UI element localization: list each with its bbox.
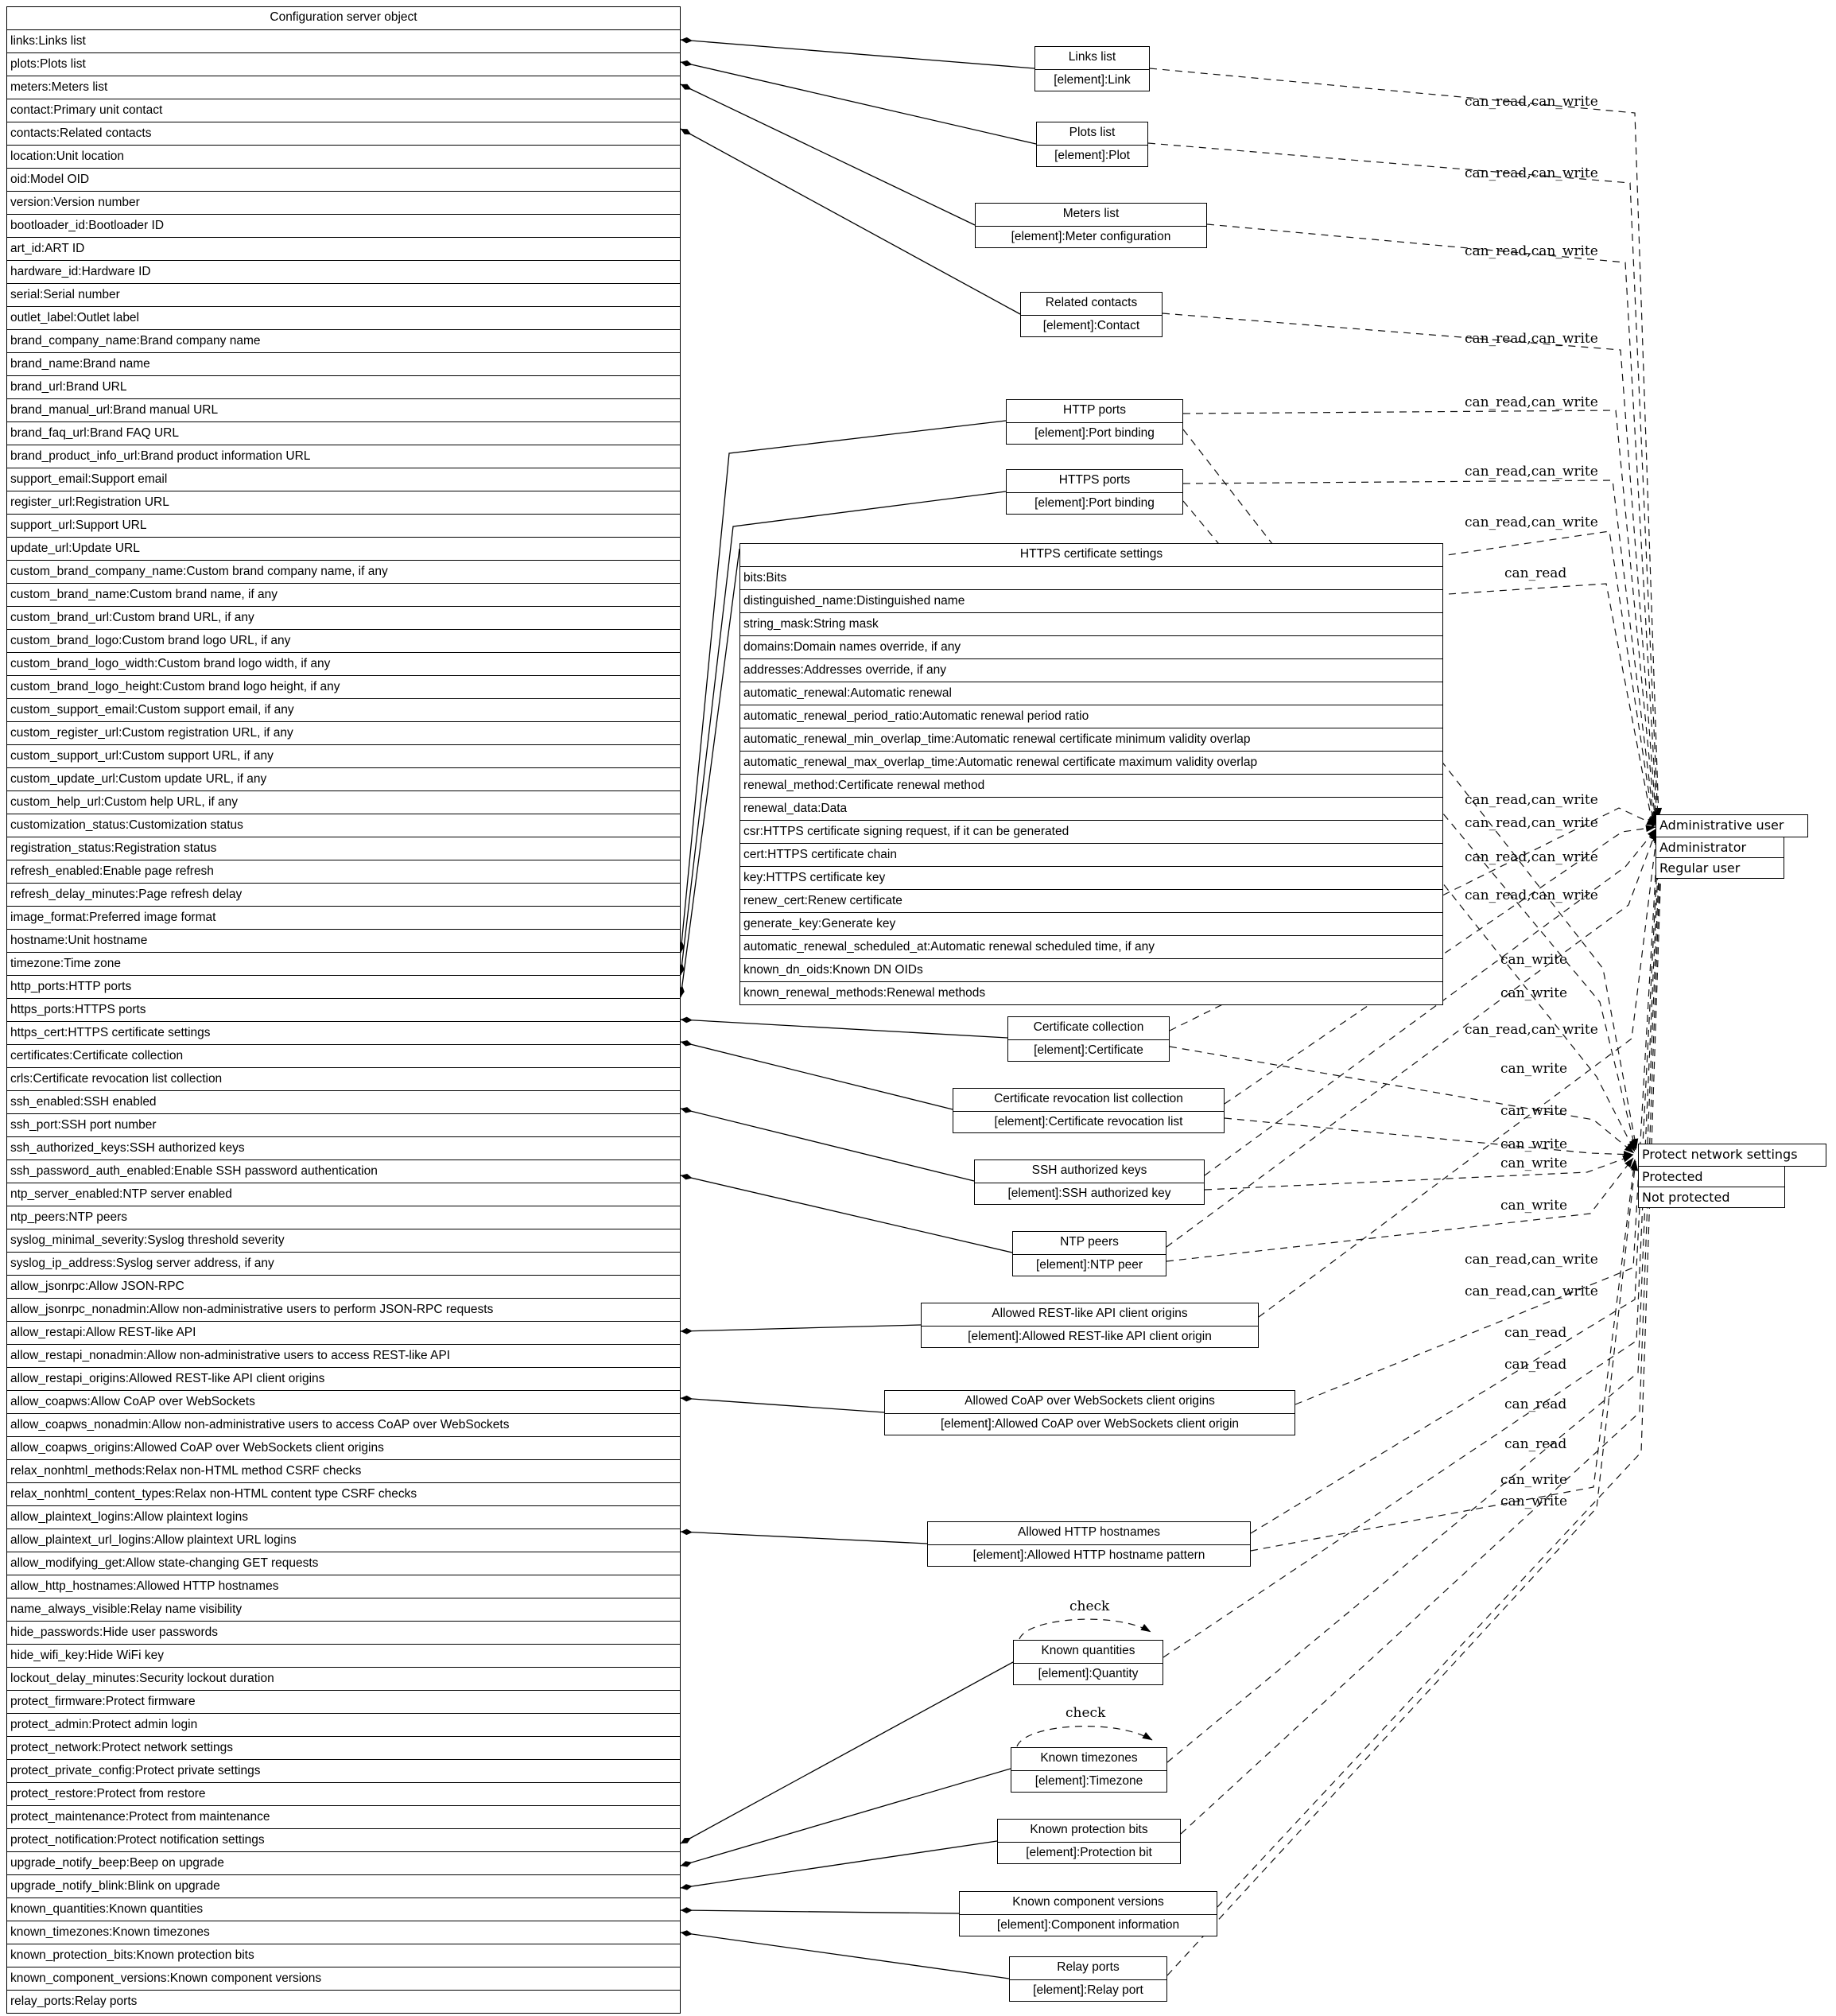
main-table-row: image_format:Preferred image format bbox=[7, 906, 680, 929]
main-table-row: https_ports:HTTPS ports bbox=[7, 998, 680, 1021]
main-table-row: customization_status:Customization status bbox=[7, 814, 680, 837]
main-table-row: support_email:Support email bbox=[7, 468, 680, 491]
cert-table-row: addresses:Addresses override, if any bbox=[740, 658, 1442, 682]
main-table-row: protect_network:Protect network settings bbox=[7, 1736, 680, 1759]
main-table-row: support_url:Support URL bbox=[7, 514, 680, 537]
node-coapws-origins bbox=[884, 1390, 1295, 1435]
node-known-component-versions-title: Known component versions bbox=[960, 1892, 1217, 1915]
node-ntp-peers-title: NTP peers bbox=[1013, 1232, 1166, 1255]
cert-table-row: renewal_data:Data bbox=[740, 797, 1442, 820]
node-protect-network-settings-value-protected: Protected bbox=[1638, 1166, 1785, 1187]
main-table-row: allow_http_hostnames:Allowed HTTP hostnames bbox=[7, 1575, 680, 1598]
node-known-component-versions-element: [element]:Component information bbox=[996, 1918, 1180, 1932]
cert-table-row: key:HTTPS certificate key bbox=[740, 866, 1442, 889]
main-table-row: ssh_authorized_keys:SSH authorized keys bbox=[7, 1136, 680, 1159]
main-table-row: protect_restore:Protect from restore bbox=[7, 1782, 680, 1805]
node-meters-list bbox=[975, 203, 1207, 248]
check-loop-label: check bbox=[1069, 1598, 1110, 1614]
main-table-row: brand_faq_url:Brand FAQ URL bbox=[7, 421, 680, 445]
node-known-protection-bits bbox=[997, 1819, 1181, 1864]
main-table-row: refresh_delay_minutes:Page refresh delay bbox=[7, 883, 680, 906]
node-https-ports-element: [element]:Port binding bbox=[1034, 496, 1155, 510]
node-crl-collection-title: Certificate revocation list collection bbox=[953, 1089, 1224, 1112]
cert-table-row: renewal_method:Certificate renewal method bbox=[740, 774, 1442, 797]
edge-label: can_write bbox=[1500, 1136, 1568, 1152]
main-table-row: brand_product_info_url:Brand product information URL bbox=[7, 445, 680, 468]
main-table-row: allow_coapws_origins:Allowed CoAP over WebSockets client origins bbox=[7, 1436, 680, 1459]
main-table-row: serial:Serial number bbox=[7, 283, 680, 306]
cert-table-row: known_dn_oids:Known DN OIDs bbox=[740, 958, 1442, 981]
main-table-row: version:Version number bbox=[7, 191, 680, 214]
main-table-row: relax_nonhtml_content_types:Relax non-HTML content type CSRF checks bbox=[7, 1482, 680, 1505]
node-ntp-peers-element: [element]:NTP peer bbox=[1035, 1258, 1143, 1272]
edge-label: can_read,can_write bbox=[1465, 1284, 1598, 1299]
node-http-hostnames-element: [element]:Allowed HTTP hostname pattern bbox=[972, 1548, 1205, 1562]
node-known-quantities-element: [element]:Quantity bbox=[1038, 1667, 1139, 1680]
node-https-ports bbox=[1006, 469, 1183, 515]
edge-label: can_read,can_write bbox=[1465, 792, 1598, 808]
main-table-row: custom_help_url:Custom help URL, if any bbox=[7, 790, 680, 814]
main-table-row: hide_wifi_key:Hide WiFi key bbox=[7, 1644, 680, 1667]
node-coapws-origins-element: [element]:Allowed CoAP over WebSockets client origin bbox=[940, 1417, 1240, 1431]
main-table-row: allow_restapi_nonadmin:Allow non-administrative users to access REST-like API bbox=[7, 1344, 680, 1367]
main-table-row: custom_brand_logo_height:Custom brand logo height, if any bbox=[7, 675, 680, 698]
node-certificate-collection bbox=[1007, 1016, 1170, 1062]
node-ssh-authorized-keys bbox=[974, 1159, 1205, 1205]
main-table-row: custom_brand_name:Custom brand name, if any bbox=[7, 583, 680, 606]
cert-table-row: known_renewal_methods:Renewal methods bbox=[740, 981, 1442, 1004]
node-known-timezones-element: [element]:Timezone bbox=[1034, 1774, 1143, 1788]
node-known-timezones bbox=[1011, 1747, 1167, 1793]
edge-label: can_read bbox=[1504, 1357, 1567, 1373]
main-table-row: allow_plaintext_url_logins:Allow plaintext URL logins bbox=[7, 1529, 680, 1552]
node-known-timezones-title: Known timezones bbox=[1011, 1748, 1166, 1771]
node-relay-ports bbox=[1009, 1956, 1167, 2002]
node-administrative-user: Administrative user bbox=[1656, 814, 1808, 837]
main-table-row: relay_ports:Relay ports bbox=[7, 1990, 680, 2013]
main-table-row: known_quantities:Known quantities bbox=[7, 1898, 680, 1921]
node-https-ports-title: HTTPS ports bbox=[1007, 470, 1182, 493]
main-table-row: allow_coapws_nonadmin:Allow non-administrative users to access CoAP over WebSockets bbox=[7, 1413, 680, 1436]
edge-label: can_read,can_write bbox=[1465, 94, 1598, 110]
node-crl-collection-element: [element]:Certificate revocation list bbox=[994, 1115, 1183, 1128]
edge-label: can_write bbox=[1500, 1494, 1568, 1509]
main-table-row: allow_coapws:Allow CoAP over WebSockets bbox=[7, 1390, 680, 1413]
main-table-row: upgrade_notify_beep:Beep on upgrade bbox=[7, 1851, 680, 1874]
main-table-row: allow_restapi_origins:Allowed REST-like API client origins bbox=[7, 1367, 680, 1390]
node-http-ports bbox=[1006, 399, 1183, 445]
main-table-row: crls:Certificate revocation list collection bbox=[7, 1067, 680, 1090]
node-http-hostnames-title: Allowed HTTP hostnames bbox=[928, 1522, 1250, 1545]
check-loop-label: check bbox=[1066, 1705, 1106, 1721]
edge-label: can_read,can_write bbox=[1465, 1252, 1598, 1268]
node-protect-network-settings-value-not-protected: Not protected bbox=[1638, 1187, 1785, 1208]
main-table-row: known_protection_bits:Known protection bits bbox=[7, 1944, 680, 1967]
edge-label: can_read bbox=[1504, 565, 1567, 581]
node-known-quantities-title: Known quantities bbox=[1014, 1641, 1163, 1664]
https-certificate-settings-table bbox=[739, 543, 1443, 1005]
main-table-row: outlet_label:Outlet label bbox=[7, 306, 680, 329]
node-http-ports-title: HTTP ports bbox=[1007, 400, 1182, 423]
main-table-row: custom_brand_logo_width:Custom brand logo width, if any bbox=[7, 652, 680, 675]
edge-label: can_write bbox=[1500, 1472, 1568, 1488]
main-table-row: known_timezones:Known timezones bbox=[7, 1921, 680, 1944]
main-table-row: links:Links list bbox=[7, 29, 680, 52]
node-plots-list-title: Plots list bbox=[1037, 122, 1147, 146]
main-table-row: meters:Meters list bbox=[7, 76, 680, 99]
main-table-rows bbox=[7, 29, 680, 2013]
main-table-row: ssh_port:SSH port number bbox=[7, 1113, 680, 1136]
edge-label: can_write bbox=[1500, 1198, 1568, 1214]
main-table-row: register_url:Registration URL bbox=[7, 491, 680, 514]
main-table-title: Configuration server object bbox=[270, 10, 417, 24]
main-table-row: upgrade_notify_blink:Blink on upgrade bbox=[7, 1874, 680, 1898]
edge-label: can_read,can_write bbox=[1465, 331, 1598, 347]
main-table-row: timezone:Time zone bbox=[7, 952, 680, 975]
edge-label: can_read,can_write bbox=[1465, 849, 1598, 865]
main-table-row: update_url:Update URL bbox=[7, 537, 680, 560]
main-table-row: location:Unit location bbox=[7, 145, 680, 168]
node-coapws-origins-title: Allowed CoAP over WebSockets client origins bbox=[885, 1391, 1295, 1414]
edge-label: can_read,can_write bbox=[1465, 243, 1598, 259]
edge-label: can_read bbox=[1504, 1436, 1567, 1452]
main-table-row: protect_maintenance:Protect from maintenance bbox=[7, 1805, 680, 1828]
node-ssh-authorized-keys-element: [element]:SSH authorized key bbox=[1007, 1187, 1171, 1200]
main-table-row: art_id:ART ID bbox=[7, 237, 680, 260]
main-table-row: oid:Model OID bbox=[7, 168, 680, 191]
node-ssh-authorized-keys-title: SSH authorized keys bbox=[975, 1160, 1204, 1183]
edge-label: can_read,can_write bbox=[1465, 515, 1598, 530]
cert-table-row: distinguished_name:Distinguished name bbox=[740, 589, 1442, 612]
main-table-row: custom_brand_logo:Custom brand logo URL, if any bbox=[7, 629, 680, 652]
cert-table-row: automatic_renewal_scheduled_at:Automatic renewal scheduled time, if any bbox=[740, 935, 1442, 958]
node-known-quantities bbox=[1013, 1640, 1163, 1685]
main-table-row: contact:Primary unit contact bbox=[7, 99, 680, 122]
configuration-server-object-table bbox=[6, 6, 681, 2014]
cert-table-row: domains:Domain names override, if any bbox=[740, 635, 1442, 658]
edge-label: can_read,can_write bbox=[1465, 1022, 1598, 1038]
main-table-row: ntp_peers:NTP peers bbox=[7, 1206, 680, 1229]
edge-label: can_write bbox=[1500, 952, 1568, 968]
node-administrative-user-value-administrator: Administrator bbox=[1656, 837, 1784, 858]
main-table-row: brand_company_name:Brand company name bbox=[7, 329, 680, 352]
node-certificate-collection-title: Certificate collection bbox=[1008, 1017, 1169, 1040]
node-known-protection-bits-element: [element]:Protection bit bbox=[1026, 1846, 1152, 1859]
cert-table-row: csr:HTTPS certificate signing request, if it can be generated bbox=[740, 820, 1442, 843]
main-table-row: name_always_visible:Relay name visibility bbox=[7, 1598, 680, 1621]
node-restapi-origins-title: Allowed REST-like API client origins bbox=[922, 1303, 1258, 1327]
cert-table-row: automatic_renewal:Automatic renewal bbox=[740, 682, 1442, 705]
main-table-row: brand_name:Brand name bbox=[7, 352, 680, 375]
node-http-ports-element: [element]:Port binding bbox=[1034, 426, 1155, 440]
main-table-row: refresh_enabled:Enable page refresh bbox=[7, 860, 680, 883]
edge-label: can_write bbox=[1500, 1156, 1568, 1171]
main-table-row: protect_private_config:Protect private settings bbox=[7, 1759, 680, 1782]
main-table-row: https_cert:HTTPS certificate settings bbox=[7, 1021, 680, 1044]
main-table-row: custom_brand_company_name:Custom brand company name, if any bbox=[7, 560, 680, 583]
edge-label: can_read,can_write bbox=[1465, 165, 1598, 181]
node-meters-list-element: [element]:Meter configuration bbox=[1011, 230, 1171, 243]
main-table-row: allow_jsonrpc:Allow JSON-RPC bbox=[7, 1275, 680, 1298]
edge-label: can_write bbox=[1500, 985, 1568, 1001]
main-table-row: custom_update_url:Custom update URL, if any bbox=[7, 767, 680, 790]
main-table-row: hostname:Unit hostname bbox=[7, 929, 680, 952]
node-administrative-user-value-regular-user: Regular user bbox=[1656, 857, 1784, 879]
node-restapi-origins-element: [element]:Allowed REST-like API client origin bbox=[968, 1330, 1212, 1343]
main-table-row: certificates:Certificate collection bbox=[7, 1044, 680, 1067]
main-table-row: syslog_ip_address:Syslog server address, if any bbox=[7, 1252, 680, 1275]
main-table-row: contacts:Related contacts bbox=[7, 122, 680, 145]
node-related-contacts-title: Related contacts bbox=[1021, 293, 1162, 316]
main-table-row: allow_jsonrpc_nonadmin:Allow non-administrative users to perform JSON-RPC requests bbox=[7, 1298, 680, 1321]
cert-table-row: renew_cert:Renew certificate bbox=[740, 889, 1442, 912]
main-table-row: ntp_server_enabled:NTP server enabled bbox=[7, 1183, 680, 1206]
node-meters-list-title: Meters list bbox=[976, 204, 1206, 227]
node-plots-list-element: [element]:Plot bbox=[1054, 149, 1130, 162]
cert-table-row: cert:HTTPS certificate chain bbox=[740, 843, 1442, 866]
main-table-row: custom_support_email:Custom support email, if any bbox=[7, 698, 680, 721]
node-certificate-collection-element: [element]:Certificate bbox=[1034, 1043, 1143, 1057]
cert-table-row: automatic_renewal_max_overlap_time:Automatic renewal certificate maximum validity overlap bbox=[740, 751, 1442, 774]
cert-table-row: generate_key:Generate key bbox=[740, 912, 1442, 935]
main-table-row: allow_plaintext_logins:Allow plaintext logins bbox=[7, 1505, 680, 1529]
cert-table-row: string_mask:String mask bbox=[740, 612, 1442, 635]
node-links-list-element: [element]:Link bbox=[1054, 73, 1131, 87]
main-table-row: syslog_minimal_severity:Syslog threshold severity bbox=[7, 1229, 680, 1252]
node-known-component-versions bbox=[959, 1891, 1217, 1936]
cert-table-row: automatic_renewal_min_overlap_time:Automatic renewal certificate minimum validity overlap bbox=[740, 728, 1442, 751]
main-table-row: bootloader_id:Bootloader ID bbox=[7, 214, 680, 237]
main-table-row: protect_notification:Protect notification settings bbox=[7, 1828, 680, 1851]
main-table-row: custom_brand_url:Custom brand URL, if any bbox=[7, 606, 680, 629]
node-restapi-origins bbox=[921, 1303, 1259, 1348]
main-table-row: relax_nonhtml_methods:Relax non-HTML method CSRF checks bbox=[7, 1459, 680, 1482]
main-table-row: known_component_versions:Known component versions bbox=[7, 1967, 680, 1990]
node-protect-network-settings: Protect network settings bbox=[1638, 1144, 1826, 1167]
cert-table-row: bits:Bits bbox=[740, 566, 1442, 589]
main-table-row: http_ports:HTTP ports bbox=[7, 975, 680, 998]
node-links-list-title: Links list bbox=[1035, 47, 1149, 70]
edge-label: can_write bbox=[1500, 1061, 1568, 1077]
main-table-row: allow_modifying_get:Allow state-changing GET requests bbox=[7, 1552, 680, 1575]
node-links-list bbox=[1034, 46, 1150, 91]
node-http-hostnames bbox=[927, 1521, 1251, 1567]
edge-label: can_write bbox=[1500, 1103, 1568, 1119]
main-table-row: brand_url:Brand URL bbox=[7, 375, 680, 398]
cert-table-row: automatic_renewal_period_ratio:Automatic renewal period ratio bbox=[740, 705, 1442, 728]
node-ntp-peers bbox=[1012, 1231, 1166, 1276]
main-table-row: allow_restapi:Allow REST-like API bbox=[7, 1321, 680, 1344]
node-relay-ports-element: [element]:Relay port bbox=[1033, 1983, 1143, 1997]
node-crl-collection bbox=[953, 1088, 1225, 1133]
edge-label: can_read,can_write bbox=[1465, 464, 1598, 480]
node-related-contacts bbox=[1020, 292, 1163, 337]
node-plots-list bbox=[1036, 122, 1148, 167]
node-known-protection-bits-title: Known protection bits bbox=[998, 1820, 1180, 1843]
main-table-row: custom_register_url:Custom registration URL, if any bbox=[7, 721, 680, 744]
edge-label: can_read bbox=[1504, 1325, 1567, 1341]
edge-label: can_read,can_write bbox=[1465, 888, 1598, 903]
main-table-row: registration_status:Registration status bbox=[7, 837, 680, 860]
composition-edges bbox=[681, 40, 1036, 1979]
node-relay-ports-title: Relay ports bbox=[1010, 1957, 1166, 1980]
main-table-row: protect_firmware:Protect firmware bbox=[7, 1690, 680, 1713]
main-table-row: protect_admin:Protect admin login bbox=[7, 1713, 680, 1736]
cert-table-rows bbox=[740, 566, 1442, 1004]
main-table-row: hardware_id:Hardware ID bbox=[7, 260, 680, 283]
main-table-row: custom_support_url:Custom support URL, if any bbox=[7, 744, 680, 767]
main-table-row: plots:Plots list bbox=[7, 52, 680, 76]
main-table-row: brand_manual_url:Brand manual URL bbox=[7, 398, 680, 421]
main-table-row: lockout_delay_minutes:Security lockout duration bbox=[7, 1667, 680, 1690]
edge-label: can_read,can_write bbox=[1465, 394, 1598, 410]
cert-table-title: HTTPS certificate settings bbox=[1019, 547, 1163, 561]
edge-label: can_read bbox=[1504, 1396, 1567, 1412]
main-table-row: hide_passwords:Hide user passwords bbox=[7, 1621, 680, 1644]
node-related-contacts-element: [element]:Contact bbox=[1042, 319, 1140, 332]
main-table-row: ssh_password_auth_enabled:Enable SSH password authentication bbox=[7, 1159, 680, 1183]
edge-label: can_read,can_write bbox=[1465, 815, 1598, 831]
main-table-row: ssh_enabled:SSH enabled bbox=[7, 1090, 680, 1113]
